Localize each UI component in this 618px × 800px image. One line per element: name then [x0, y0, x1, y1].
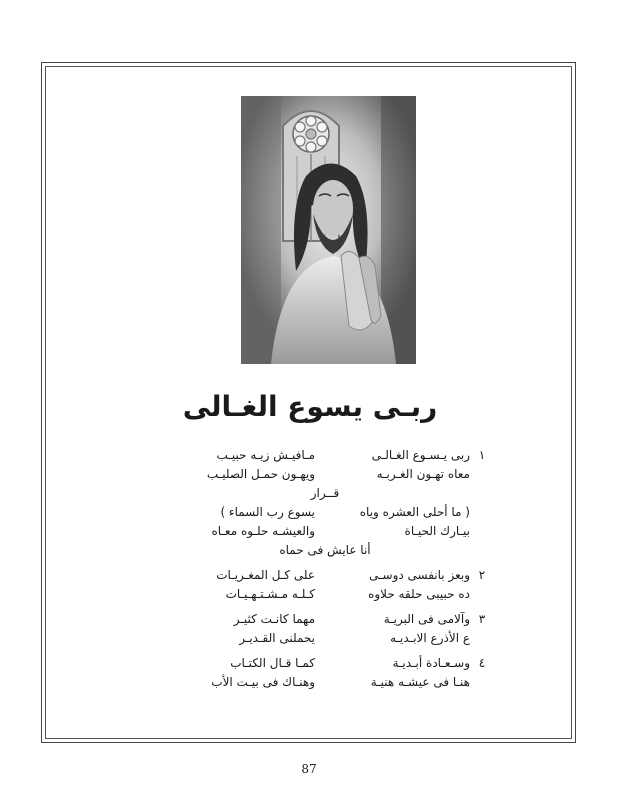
lyric-first-half: ع الأذرع الابـديـه: [390, 631, 470, 645]
lyric-first-half: ده حبيبى حلقه حلاوه: [368, 587, 470, 601]
verse-number: ٤: [478, 656, 486, 670]
lyric-row: [160, 612, 490, 631]
lyric-second-half: مـافيـش زيـه حبيـب: [216, 448, 315, 462]
lyric-second-half: والعيشـه حلـوه معـاه: [211, 524, 315, 538]
jesus-praying-portrait: [241, 96, 416, 364]
lyric-first-half: وبعز بانفسى دوسـى: [369, 568, 470, 582]
verse-number: ٢: [478, 568, 486, 582]
verse-number: ١: [478, 448, 486, 462]
lyric-second-half: على كـل المغـريـات: [216, 568, 315, 582]
lyric-row: [160, 448, 490, 467]
lyric-second-half: كـلـه مـشـتـهـيـات: [225, 587, 315, 601]
lyric-first-half: ( ما أحلى العشره وياه: [359, 505, 470, 519]
lyric-second-half: كمـا قـال الكتـاب: [230, 656, 315, 670]
lyric-row: [160, 568, 490, 587]
lyric-first-half: وسـعـادة أبـديـة: [392, 656, 470, 670]
lyric-second-half: يسوع رب السماء ): [220, 505, 315, 519]
refrain-row: [160, 505, 490, 524]
lyric-first-half: بيـارك الحيـاة: [404, 524, 470, 538]
lyrics-block: [160, 448, 490, 694]
lyric-second-half: مهما كانـت كثيـر: [233, 612, 315, 626]
lyric-row: [160, 467, 490, 486]
lyric-row: [160, 675, 490, 694]
lyric-first-half: معاه تهـون الغـربـه: [376, 467, 470, 481]
lyric-second-half: ويهـون حمـل الصليـب: [206, 467, 315, 481]
lyric-second-half: يحملنى القـديـر: [239, 631, 315, 645]
refrain-closing-line: أنا عايش فى حماه: [279, 543, 371, 557]
refrain-row: [160, 524, 490, 543]
page-number: 87: [301, 762, 317, 776]
hymn-title: ربـى يسوع الغـالى: [182, 390, 438, 423]
lyric-row: [160, 587, 490, 606]
lyric-second-half: وهنـاك فى بيـت الأب: [211, 675, 315, 689]
lyric-first-half: وآلامى فى البريـة: [383, 612, 470, 626]
lyric-row: [160, 656, 490, 675]
lyric-first-half: هنـا فى عيشـه هنيـة: [370, 675, 470, 689]
verse-number: ٣: [478, 612, 486, 626]
lyric-row: [160, 631, 490, 650]
lyric-first-half: ربى يـسـوع الغـالـى: [371, 448, 470, 462]
refrain-heading: قــرار: [310, 486, 340, 500]
